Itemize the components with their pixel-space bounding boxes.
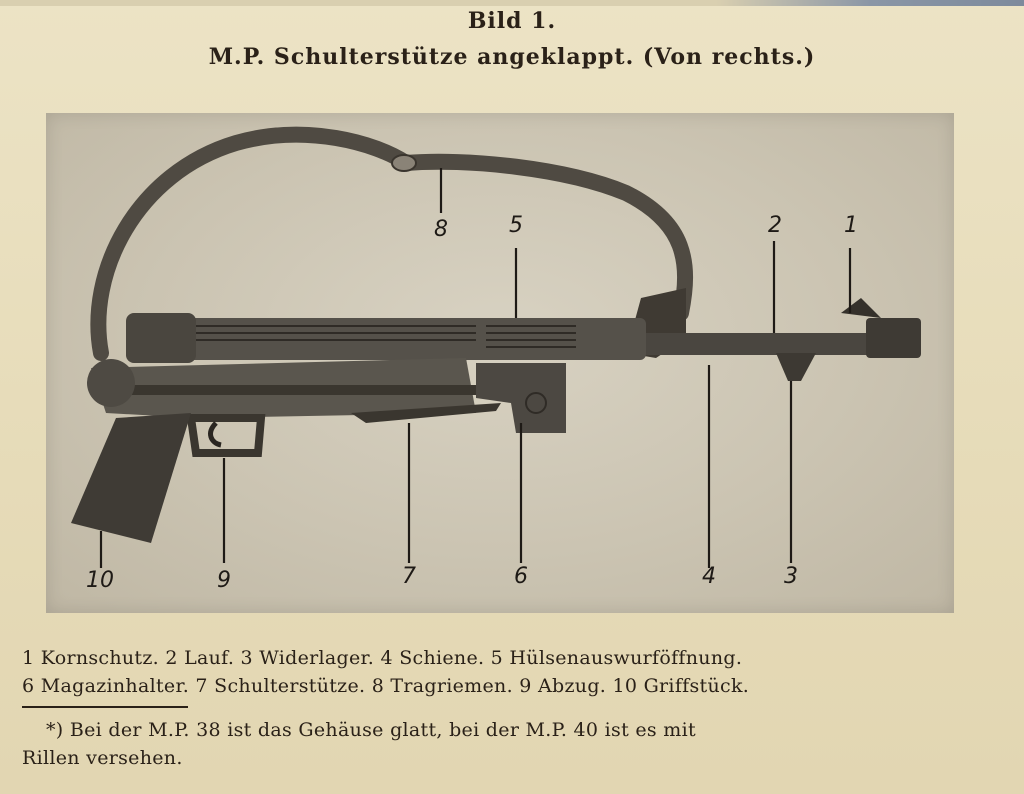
front-sight-guard [866,318,921,358]
figure-number: Bild 1. [467,8,557,34]
pistol-grip [71,413,191,543]
footnote-line-1: *) Bei der M.P. 38 ist das Gehäuse glatt, bei der M.P. 40 ist es mit [46,719,696,741]
callout-2: 2 [768,213,782,238]
weapon-illustration [46,113,954,613]
callout-9: 9 [217,568,231,593]
callout-5: 5 [509,213,523,238]
callout-1: 1 [844,213,858,238]
sling-swivel [392,155,416,171]
footnote [22,716,982,772]
callout-4: 4 [702,564,716,589]
callout-8: 8 [434,217,448,242]
trigger-guard [191,418,261,453]
callout-6: 6 [514,564,528,589]
footnote-line-2: Rillen versehen. [22,747,183,769]
legend-line-1: 1 Kornschutz. 2 Lauf. 3 Widerlager. 4 Schiene. 5 Hülsenauswurföffnung. [22,647,743,669]
callout-10: 10 [86,568,114,593]
weapon-photo [46,113,954,613]
scan-edge [0,0,1024,6]
front-sight [841,298,881,318]
legend-line-2: 6 Magazinhalter. 7 Schulterstütze. 8 Tragriemen. 9 Abzug. 10 Griffstück. [22,675,750,697]
callout-7: 7 [402,564,416,589]
stock-hinge [87,359,135,407]
rear-cap [126,313,196,363]
callout-3: 3 [784,564,798,589]
footnote-rule [22,706,188,708]
parts-legend [22,644,982,700]
trigger [211,423,221,445]
barrel-rest [776,353,816,381]
figure-title: M.P. Schulterstütze angeklappt. (Von rechts.) [208,44,816,70]
magazine-housing [476,363,566,433]
folded-stock-bar [121,385,481,395]
